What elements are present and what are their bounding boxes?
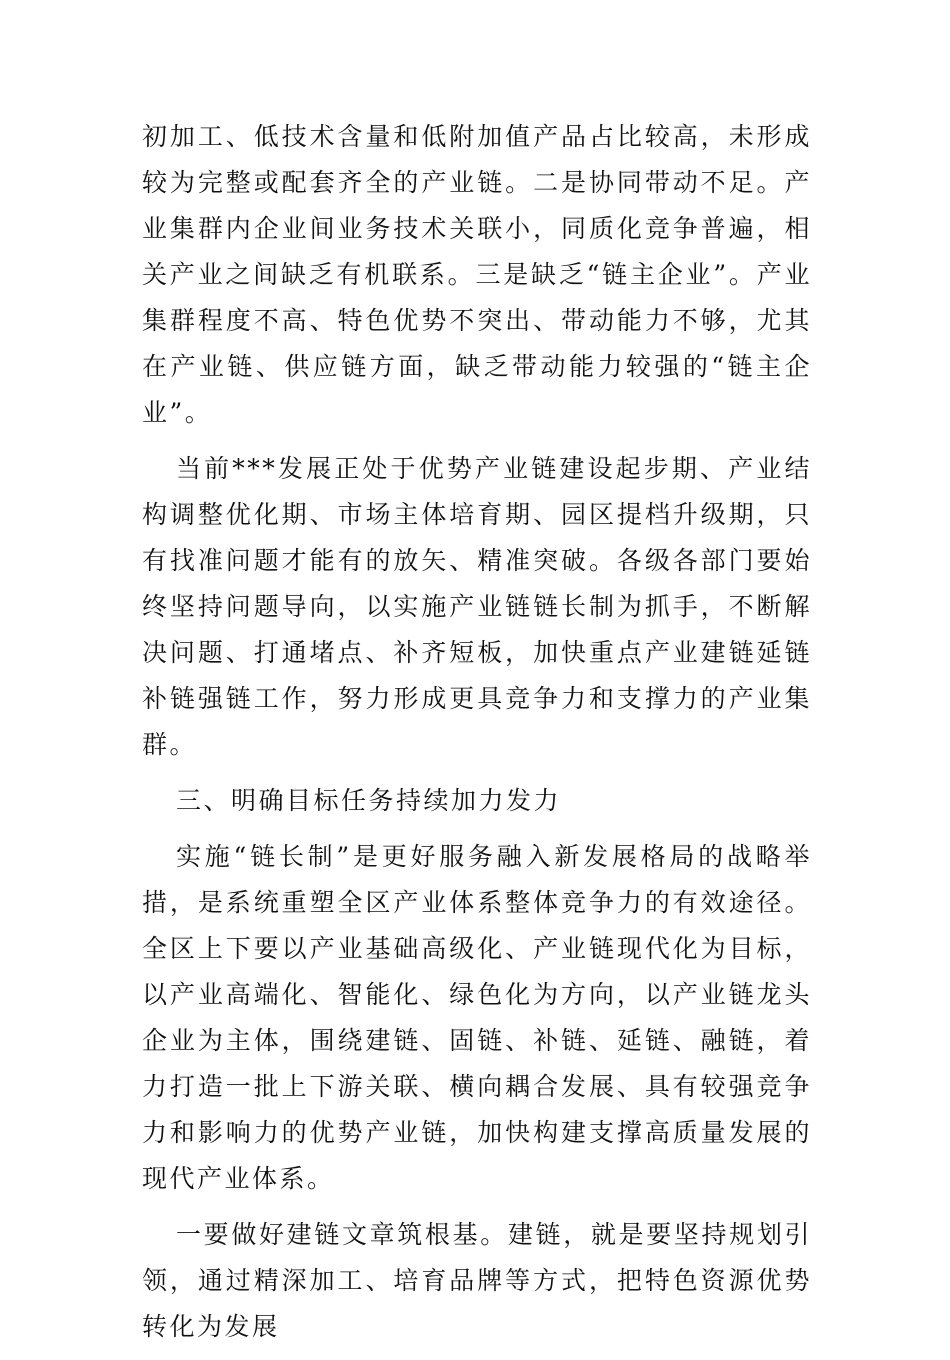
paragraph-current-situation: 当前***发展正处于优势产业链建设起步期、产业结构调整优化期、市场主体培育期、园区提档升级期，只有找准问题才能有的放矢、精准突破。各级各部门要始终坚持问题导向，以实施产业链链长制为抓手，不断解决问题、打通堵点、补齐短板，加快重点产业建链延链补链强链工作，努力形成更具竞争力和支撑力的产业集群。 [142,454,812,759]
section-heading-3: 三、明确目标任务持续加力发力 [176,786,562,815]
paragraph-chain-system: 实施“链长制”是更好服务融入新发展格局的战略举措，是系统重塑全区产业体系整体竞争力的有效途径。全区上下要以产业基础高级化、产业链现代化为目标，以产业高端化、智能化、绿色化为方向，以产业链龙头企业为主体，围绕建链、固链、补链、延链、融链，着力打造一批上下游关联、横向耦合发展、具有较强竞争力和影响力的优势产业链，加快构建支撑高质量发展的现代产业体系。 [142,842,812,1193]
paragraph-build-chain: 一要做好建链文章筑根基。建链，就是要坚持规划引领，通过精深加工、培育品牌等方式，把特色资源优势转化为发展 [142,1220,812,1341]
paragraph-continuation: 初加工、低技术含量和低附加值产品占比较高，未形成较为完整或配套齐全的产业链。二是协同带动不足。产业集群内企业间业务技术关联小，同质化竞争普遍，相关产业之间缺乏有机联系。三是缺乏“链主企业”。产业集群程度不高、特色优势不突出、带动能力不够，尤其在产业链、供应链方面，缺乏带动能力较强的“链主企业”。 [142,122,812,427]
document-body [142,114,812,1360]
